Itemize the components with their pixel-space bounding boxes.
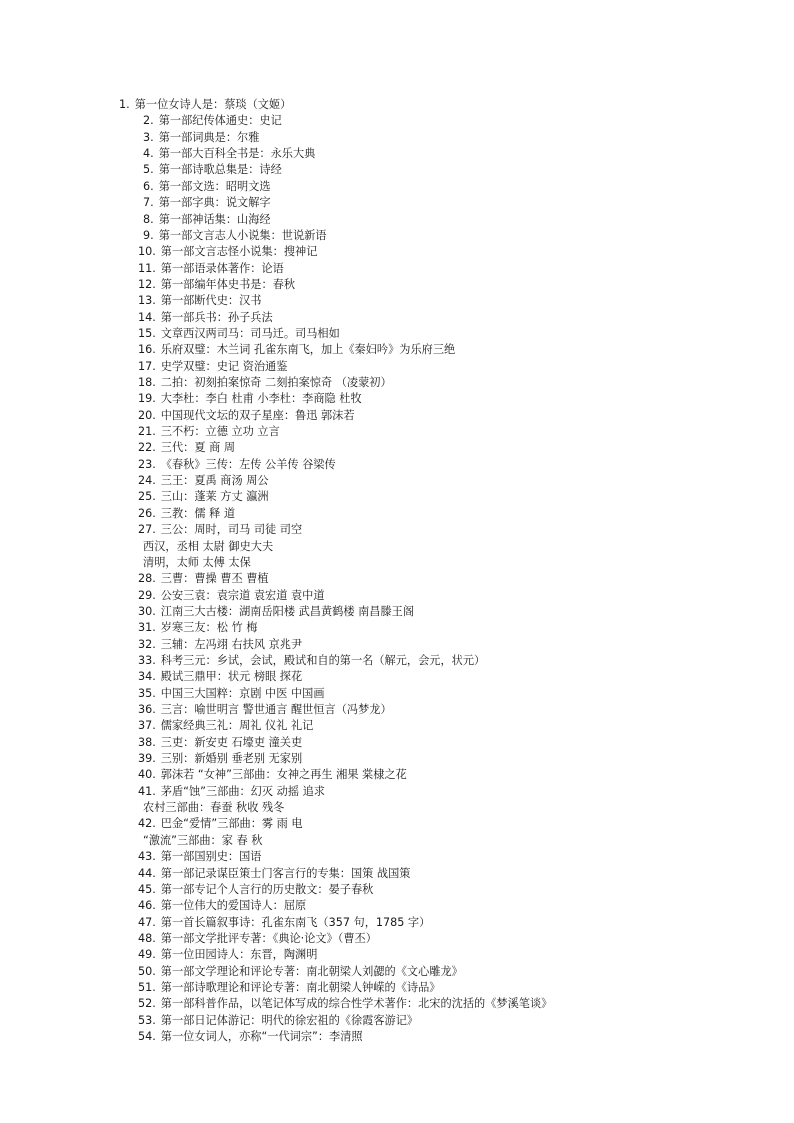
list-item-text: 第一部记录谋臣策士门客言行的专集：国策 战国策 xyxy=(160,866,411,880)
list-item-number: 41. xyxy=(138,784,156,798)
list-item-text: 二拍：初刻拍案惊奇 二刻拍案惊奇 （凌蒙初） xyxy=(160,376,392,389)
list-item-number: 34. xyxy=(138,670,156,684)
list-item-number: 39. xyxy=(138,752,156,765)
list-item-number: 10. xyxy=(138,245,156,259)
list-item-number: 38. xyxy=(138,735,156,749)
list-item-text: 第一部神话集：山海经 xyxy=(158,212,271,226)
list-item xyxy=(138,408,355,424)
list-item-number: 44. xyxy=(138,866,156,880)
list-item-number: 27. xyxy=(138,523,156,537)
list-item-text: 第一部国别史：国语 xyxy=(160,850,262,864)
list-item-number: 33. xyxy=(138,653,156,667)
list-item-text: 公安三袁：袁宗道 袁宏道 袁中道 xyxy=(160,588,325,602)
list-item-text: 第一部兵书：孙子兵法 xyxy=(160,310,273,324)
list-item-text: 中国三大国粹：京剧 中医 中国画 xyxy=(160,686,325,700)
list-item-text: 江南三大古楼：湖南岳阳楼 武昌黄鹤楼 南昌滕王阁 xyxy=(160,604,415,618)
list-item-text: 西汉，丞相 太尉 御史大夫 xyxy=(143,539,274,553)
list-item-number: 43. xyxy=(138,850,156,864)
list-item-number: 2. xyxy=(143,114,154,128)
list-item xyxy=(138,375,392,391)
list-item-text: 第一部断代史：汉书 xyxy=(160,294,262,308)
list-item-text: 第一部大百科全书是：永乐大典 xyxy=(158,147,316,161)
list-item-text: 三曹：曹操 曹丕 曹植 xyxy=(160,572,269,586)
list-item-number: 30. xyxy=(138,604,156,618)
list-item xyxy=(138,718,313,734)
list-item-text: 乐府双璧：木兰词 孔雀东南飞，加上《秦妇吟》为乐府三绝 xyxy=(160,343,456,357)
list-item-text: 殿试三鼎甲：状元 榜眼 探花 xyxy=(160,670,303,684)
list-item-number: 14. xyxy=(138,310,156,324)
list-item-text: 第一部文选：昭明文选 xyxy=(158,179,271,193)
list-item-number: 4. xyxy=(143,147,154,161)
list-item xyxy=(138,653,485,669)
list-item-text: 第一部专记个人言行的历史散文：晏子春秋 xyxy=(160,882,374,896)
list-item xyxy=(143,228,327,244)
list-item-text: 第一位伟大的爱国诗人：屈原 xyxy=(160,899,307,913)
list-item-text: 岁寒三友：松 竹 梅 xyxy=(160,621,258,635)
list-item-number: 17. xyxy=(138,359,156,373)
list-item-number: 15. xyxy=(138,326,156,340)
list-item-text: 三言：喻世明言 警世通言 醒世恒言（冯梦龙） xyxy=(160,703,392,716)
list-item xyxy=(138,604,414,620)
list-item-number: 52. xyxy=(138,997,156,1011)
list-item-text: 三代：夏 商 周 xyxy=(160,441,236,455)
list-item xyxy=(143,555,251,571)
list-item xyxy=(143,833,262,849)
list-item-text: 第一部纪传体通史：史记 xyxy=(158,114,282,128)
list-item-text: 第一位女词人，亦称“一代词宗”：李清照 xyxy=(160,1030,363,1043)
list-item-text: 三吏：新安吏 石壕吏 潼关吏 xyxy=(160,735,303,749)
list-item xyxy=(138,898,306,914)
list-item-text: “激流”三部曲：家 春 秋 xyxy=(143,833,263,847)
list-item-number: 16. xyxy=(138,343,156,357)
list-item xyxy=(138,261,284,277)
list-item-number: 7. xyxy=(143,196,154,210)
list-item-text: 清明，太师 太傅 太保 xyxy=(143,555,251,569)
list-item-text: 史学双璧：史记 资治通鉴 xyxy=(160,359,288,373)
list-item-text: 第一部词典是：尔雅 xyxy=(158,130,260,144)
list-item-number: 42. xyxy=(138,817,156,831)
list-item-text: 郭沫若 “女神”三部曲：女神之再生 湘果 棠棣之花 xyxy=(160,768,407,782)
list-item-text: 第一部语录体著作：论语 xyxy=(160,261,284,275)
list-item-number: 48. xyxy=(138,931,156,945)
list-item xyxy=(138,244,317,260)
list-item xyxy=(138,342,455,358)
list-item-number: 28. xyxy=(138,572,156,586)
list-item-number: 54. xyxy=(138,1030,156,1043)
list-item xyxy=(143,179,271,195)
list-item-text: 第一部文言志怪小说集：搜神记 xyxy=(160,245,318,259)
list-item xyxy=(138,1013,418,1029)
list-item xyxy=(138,964,463,980)
list-item-text: 儒家经典三礼：周礼 仪礼 礼记 xyxy=(160,719,314,733)
list-item-number: 13. xyxy=(138,294,156,308)
list-item xyxy=(138,686,325,702)
list-item-number: 26. xyxy=(138,506,156,520)
list-item-number: 37. xyxy=(138,719,156,733)
list-item xyxy=(138,702,392,718)
list-item-number: 47. xyxy=(138,915,156,929)
list-item-number: 49. xyxy=(138,948,156,962)
list-item-number: 5. xyxy=(143,163,154,177)
list-item-number: 24. xyxy=(138,474,156,488)
list-item xyxy=(138,440,235,456)
list-item-number: 40. xyxy=(138,768,156,782)
list-item-text: 第一部科普作品，以笔记体写成的综合性学术著作：北宋的沈括的《梦溪笔谈》 xyxy=(160,997,553,1011)
list-item xyxy=(138,751,302,767)
list-item-text: 第一部字典：说文解字 xyxy=(158,196,271,210)
list-item-number: 3. xyxy=(143,130,154,144)
list-item xyxy=(138,457,336,473)
list-item-text: 第一部诗歌理论和评论专著：南北朝梁人钟嵘的《诗品》 xyxy=(160,980,441,994)
list-item-number: 51. xyxy=(138,980,156,994)
list-item-text: 第一部文言志人小说集：世说新语 xyxy=(158,228,327,242)
list-item xyxy=(138,391,362,407)
list-item-number: 46. xyxy=(138,899,156,913)
list-item-text: 茅盾“蚀”三部曲：幻灭 动摇 追求 xyxy=(160,784,325,798)
list-item-number: 22. xyxy=(138,441,156,455)
list-item-text: 三教：儒 释 道 xyxy=(160,506,236,520)
list-item xyxy=(138,293,262,309)
list-item-number: 36. xyxy=(138,703,156,716)
list-item xyxy=(138,849,262,865)
list-item-number: 19. xyxy=(138,392,156,406)
list-item-number: 8. xyxy=(143,212,154,226)
list-item xyxy=(119,97,291,113)
list-item xyxy=(143,113,282,129)
list-item-number: 45. xyxy=(138,882,156,896)
list-item-text: 第一部诗歌总集是：诗经 xyxy=(158,163,282,177)
list-item xyxy=(138,669,302,685)
list-item xyxy=(138,473,269,489)
list-item-number: 35. xyxy=(138,686,156,700)
list-item-text: 大李杜：李白 杜甫 小李杜：李商隐 杜牧 xyxy=(160,392,362,406)
list-item-text: 《春秋》三传：左传 公羊传 谷梁传 xyxy=(160,457,336,471)
list-item-number: 50. xyxy=(138,964,156,978)
list-item-text: 三辅：左冯翊 右扶风 京兆尹 xyxy=(160,637,303,651)
list-item xyxy=(138,996,552,1012)
list-item-text: 文章西汉两司马：司马迁。司马相如 xyxy=(160,326,340,340)
list-item xyxy=(138,571,269,587)
list-item xyxy=(138,767,407,783)
list-item-text: 巴金“爱情”三部曲：雾 雨 电 xyxy=(160,817,303,831)
list-item xyxy=(138,980,441,996)
list-item-number: 6. xyxy=(143,179,154,193)
list-item-number: 1. xyxy=(119,98,130,111)
list-item-number: 31. xyxy=(138,621,156,635)
list-item-number: 9. xyxy=(143,228,154,242)
list-item-text: 三山：蓬莱 方丈 瀛洲 xyxy=(160,490,269,504)
list-item xyxy=(138,866,410,882)
list-item xyxy=(138,816,303,832)
list-item-text: 第一部编年体史书是：春秋 xyxy=(160,277,296,291)
list-item-text: 三公：周时，司马 司徒 司空 xyxy=(160,523,303,537)
list-item-number: 11. xyxy=(138,261,156,275)
list-item xyxy=(143,539,273,555)
list-item-text: 第一位女诗人是：蔡琰（文姬） xyxy=(134,98,292,111)
list-item xyxy=(138,882,373,898)
list-item-number: 32. xyxy=(138,637,156,651)
list-item xyxy=(143,130,259,146)
list-item-number: 29. xyxy=(138,588,156,602)
list-item-number: 23. xyxy=(138,457,156,471)
list-item-number: 21. xyxy=(138,425,156,438)
list-item-text: 中国现代文坛的双子星座：鲁迅 郭沫若 xyxy=(160,408,355,422)
list-item xyxy=(143,146,315,162)
list-item-text: 第一首长篇叙事诗：孔雀东南飞（357 句，1785 字） xyxy=(160,915,431,929)
list-item xyxy=(138,637,302,653)
list-item xyxy=(138,424,280,440)
list-item-number: 25. xyxy=(138,490,156,504)
list-item-text: 三不朽：立德 立功 立言 xyxy=(160,425,280,438)
list-item xyxy=(138,784,325,800)
list-item xyxy=(138,522,302,538)
list-item-number: 12. xyxy=(138,277,156,291)
list-item xyxy=(143,162,282,178)
list-item-text: 第一部日记体游记：明代的徐宏祖的《徐霞客游记》 xyxy=(160,1013,419,1027)
list-item-text: 第一部文学理论和评论专著：南北朝梁人刘勰的《文心雕龙》 xyxy=(160,964,463,978)
list-item-number: 18. xyxy=(138,376,156,389)
list-item xyxy=(138,588,325,604)
list-item-text: 第一部文学批评专著：《典论·论文》（曹丕） xyxy=(160,931,377,945)
list-item-text: 三王：夏禹 商汤 周公 xyxy=(160,474,269,488)
list-item-text: 第一位田园诗人：东晋，陶渊明 xyxy=(160,948,318,962)
list-item xyxy=(138,1029,363,1045)
list-item xyxy=(138,620,257,636)
list-item xyxy=(138,359,287,375)
list-item xyxy=(143,212,271,228)
list-item xyxy=(138,506,235,522)
list-item xyxy=(143,800,284,816)
list-item xyxy=(138,326,340,342)
list-item xyxy=(143,195,271,211)
list-item xyxy=(138,947,317,963)
list-item-text: 三别：新婚别 垂老别 无家别 xyxy=(160,752,303,765)
list-item xyxy=(138,915,430,931)
list-item xyxy=(138,931,377,947)
list-item xyxy=(138,310,273,326)
list-item-text: 农村三部曲：春蚕 秋收 残冬 xyxy=(143,801,285,815)
list-item-number: 20. xyxy=(138,408,156,422)
list-item-number: 53. xyxy=(138,1013,156,1027)
list-item-text: 科考三元：乡试，会试，殿试和自的第一名（解元，会元，状元） xyxy=(160,653,486,667)
list-item xyxy=(138,277,295,293)
list-item xyxy=(138,489,269,505)
list-item xyxy=(138,735,302,751)
